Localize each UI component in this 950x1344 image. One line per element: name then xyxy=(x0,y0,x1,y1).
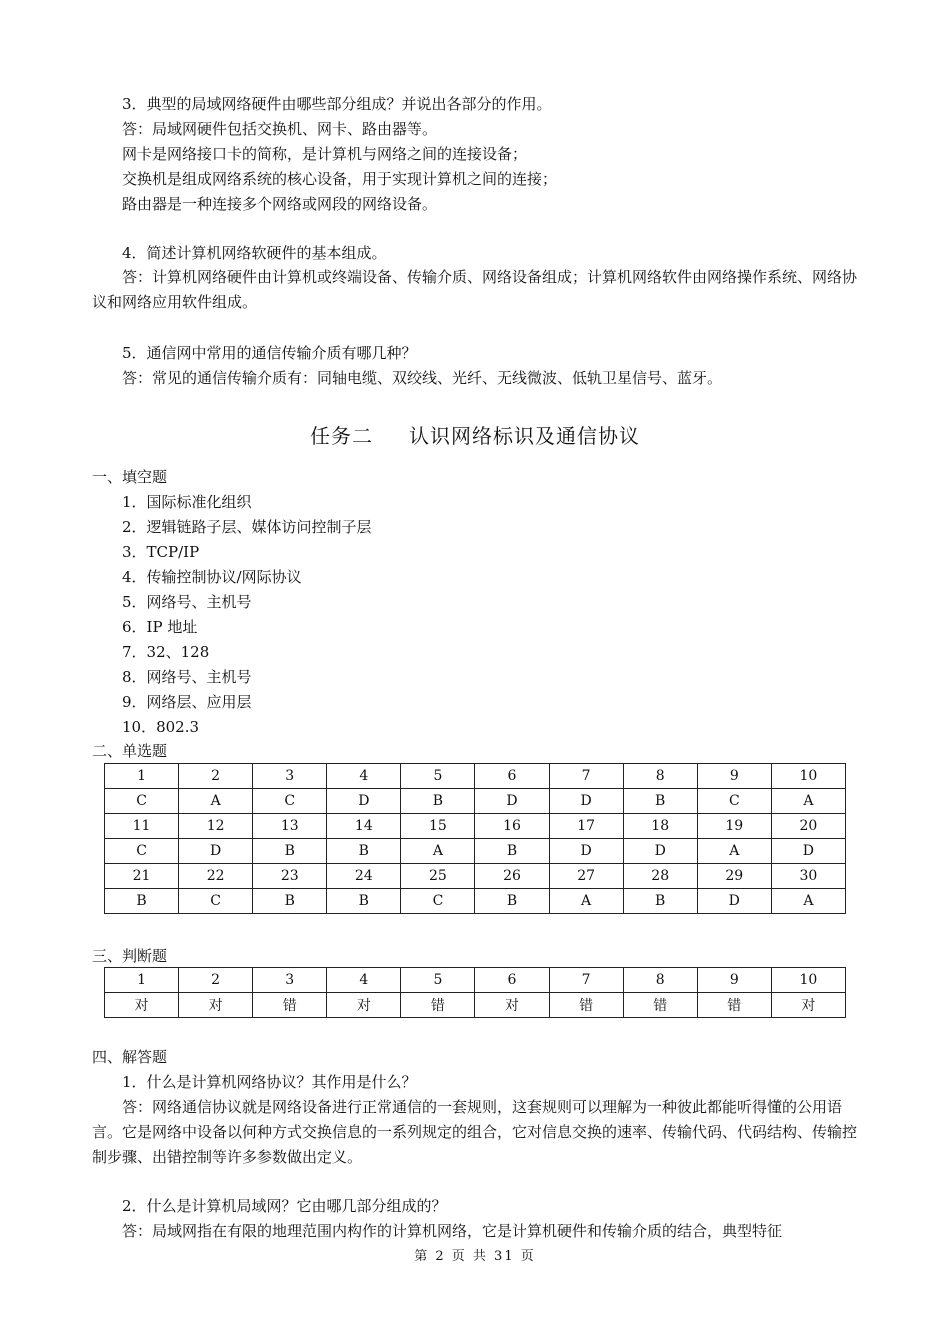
fill-item: 6．IP 地址 xyxy=(122,618,198,636)
answer-cell: B xyxy=(623,789,697,814)
question-number-cell: 5 xyxy=(401,968,475,993)
table-row xyxy=(105,864,846,889)
fill-item: 8．网络号、主机号 xyxy=(122,668,252,686)
question-number-cell: 20 xyxy=(771,814,845,839)
answer-cell: D xyxy=(549,789,623,814)
judge-table xyxy=(104,967,846,1018)
answer-cell: D xyxy=(771,839,845,864)
answer-cell: B xyxy=(623,889,697,914)
answer-cell: D xyxy=(475,789,549,814)
section-title-text: 认识网络标识及通信协议 xyxy=(409,424,640,448)
question-number-cell: 5 xyxy=(401,764,475,789)
answer-cell: B xyxy=(253,839,327,864)
single-choice-heading: 二、单选题 xyxy=(92,742,168,760)
question-number-cell: 28 xyxy=(623,864,697,889)
fill-item: 10．802.3 xyxy=(122,718,200,736)
question-number-cell: 30 xyxy=(771,864,845,889)
judge-heading: 三、判断题 xyxy=(92,947,168,965)
answer-cell: 对 xyxy=(771,993,845,1018)
essay-q2-question: 2．什么是计算机局域网？它由哪几部分组成的？ xyxy=(122,1197,447,1215)
answer-cell: 错 xyxy=(401,993,475,1018)
q3-answer-line: 路由器是一种连接多个网络或网段的网络设备。 xyxy=(122,195,438,213)
answer-cell: 对 xyxy=(179,993,253,1018)
answer-cell: 对 xyxy=(105,993,179,1018)
table-row xyxy=(105,968,846,993)
answer-cell: D xyxy=(623,839,697,864)
answer-cell: B xyxy=(475,889,549,914)
answer-cell: A xyxy=(771,789,845,814)
section-title xyxy=(0,423,950,449)
question-number-cell: 2 xyxy=(179,968,253,993)
question-number-cell: 7 xyxy=(549,764,623,789)
answer-cell: D xyxy=(697,889,771,914)
question-number-cell: 3 xyxy=(253,764,327,789)
question-number-cell: 24 xyxy=(327,864,401,889)
question-number-cell: 8 xyxy=(623,968,697,993)
answer-cell: C xyxy=(105,839,179,864)
answer-cell: D xyxy=(327,789,401,814)
table-row xyxy=(105,993,846,1018)
table-row xyxy=(105,889,846,914)
question-number-cell: 15 xyxy=(401,814,475,839)
q5-answer: 答：常见的通信传输介质有：同轴电缆、双绞线、光纤、无线微波、低轨卫星信号、蓝牙。 xyxy=(122,369,723,387)
answer-cell: C xyxy=(697,789,771,814)
essay-heading: 四、解答题 xyxy=(92,1048,168,1066)
answer-cell: A xyxy=(697,839,771,864)
question-number-cell: 6 xyxy=(475,968,549,993)
answer-cell: C xyxy=(253,789,327,814)
answer-cell: A xyxy=(401,839,475,864)
question-number-cell: 9 xyxy=(697,968,771,993)
question-number-cell: 8 xyxy=(623,764,697,789)
answer-cell: C xyxy=(105,789,179,814)
answer-cell: 对 xyxy=(475,993,549,1018)
answer-cell: 错 xyxy=(549,993,623,1018)
q5-question: 5．通信网中常用的通信传输介质有哪几种？ xyxy=(122,344,417,362)
table-row xyxy=(105,814,846,839)
question-number-cell: 14 xyxy=(327,814,401,839)
question-number-cell: 9 xyxy=(697,764,771,789)
question-number-cell: 4 xyxy=(327,968,401,993)
fill-item: 7．32、128 xyxy=(122,643,210,661)
essay-q1-answer: 答：网络通信协议就是网络设备进行正常通信的一套规则，这套规则可以理解为一种彼此都能听得懂的公用语言。它是网络中设备以何种方式交换信息的一系列规定的组合，它对信息交换的速率、传输代码、代码结构、传输控制步骤、出错控制等许多参数做出定义。 xyxy=(92,1098,858,1166)
question-number-cell: 26 xyxy=(475,864,549,889)
fill-item: 4．传输控制协议/网际协议 xyxy=(122,568,302,586)
answer-cell: D xyxy=(549,839,623,864)
table-row xyxy=(105,839,846,864)
single-choice-table xyxy=(104,763,846,914)
question-number-cell: 27 xyxy=(549,864,623,889)
fill-item: 2．逻辑链路子层、媒体访问控制子层 xyxy=(122,518,372,536)
fill-heading: 一、填空题 xyxy=(92,468,168,486)
question-number-cell: 21 xyxy=(105,864,179,889)
answer-cell: B xyxy=(105,889,179,914)
question-number-cell: 11 xyxy=(105,814,179,839)
question-number-cell: 12 xyxy=(179,814,253,839)
table-row xyxy=(105,789,846,814)
q4-answer: 答：计算机网络硬件由计算机或终端设备、传输介质、网络设备组成；计算机网络软件由网络操作系统、网络协议和网络应用软件组成。 xyxy=(92,268,858,311)
question-number-cell: 7 xyxy=(549,968,623,993)
question-number-cell: 6 xyxy=(475,764,549,789)
answer-cell: 对 xyxy=(327,993,401,1018)
answer-cell: C xyxy=(179,889,253,914)
question-number-cell: 1 xyxy=(105,968,179,993)
answer-cell: A xyxy=(771,889,845,914)
q4-question: 4．简述计算机网络软硬件的基本组成。 xyxy=(122,244,387,262)
answer-cell: B xyxy=(475,839,549,864)
fill-item: 5．网络号、主机号 xyxy=(122,593,252,611)
answer-cell: A xyxy=(179,789,253,814)
fill-item: 3．TCP/IP xyxy=(122,543,200,561)
section-title-number: 任务二 xyxy=(310,424,373,448)
answer-cell: 错 xyxy=(623,993,697,1018)
question-number-cell: 3 xyxy=(253,968,327,993)
fill-item: 1．国际标准化组织 xyxy=(122,493,252,511)
q3-answer-line: 交换机是组成网络系统的核心设备，用于实现计算机之间的连接； xyxy=(122,170,558,188)
q3-answer: 答：局域网硬件包括交换机、网卡、路由器等。 xyxy=(122,120,438,138)
answer-cell: D xyxy=(179,839,253,864)
question-number-cell: 23 xyxy=(253,864,327,889)
answer-cell: C xyxy=(401,889,475,914)
question-number-cell: 19 xyxy=(697,814,771,839)
question-number-cell: 4 xyxy=(327,764,401,789)
table-row xyxy=(105,764,846,789)
q3-question: 3．典型的局域网络硬件由哪些部分组成？并说出各部分的作用。 xyxy=(122,95,552,113)
question-number-cell: 1 xyxy=(105,764,179,789)
answer-cell: 错 xyxy=(697,993,771,1018)
question-number-cell: 22 xyxy=(179,864,253,889)
essay-q1-question: 1．什么是计算机网络协议？其作用是什么？ xyxy=(122,1073,417,1091)
answer-cell: A xyxy=(549,889,623,914)
question-number-cell: 29 xyxy=(697,864,771,889)
question-number-cell: 17 xyxy=(549,814,623,839)
question-number-cell: 10 xyxy=(771,968,845,993)
answer-cell: B xyxy=(401,789,475,814)
question-number-cell: 2 xyxy=(179,764,253,789)
fill-item: 9．网络层、应用层 xyxy=(122,693,252,711)
question-number-cell: 18 xyxy=(623,814,697,839)
essay-q2-answer: 答：局域网指在有限的地理范围内构作的计算机网络，它是计算机硬件和传输介质的结合，典型特征 xyxy=(122,1222,783,1240)
page-footer: 第 2 页 共 31 页 xyxy=(414,1249,536,1264)
question-number-cell: 13 xyxy=(253,814,327,839)
q3-answer-line: 网卡是网络接口卡的简称，是计算机与网络之间的连接设备； xyxy=(122,145,528,163)
answer-cell: B xyxy=(327,889,401,914)
answer-cell: 错 xyxy=(253,993,327,1018)
question-number-cell: 16 xyxy=(475,814,549,839)
answer-cell: B xyxy=(327,839,401,864)
question-number-cell: 25 xyxy=(401,864,475,889)
question-number-cell: 10 xyxy=(771,764,845,789)
answer-cell: B xyxy=(253,889,327,914)
